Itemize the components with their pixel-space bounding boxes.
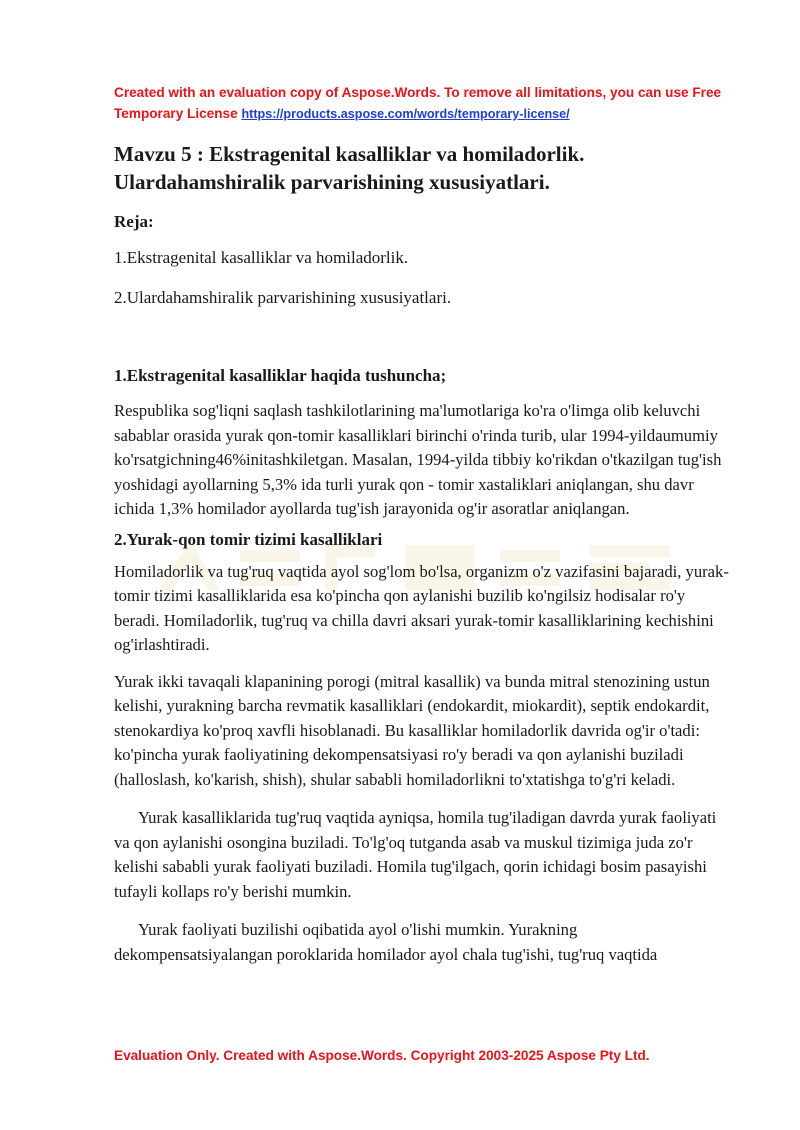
paragraph: Yurak kasalliklarida tug'ruq vaqtida ayniqsa, homila tug'iladigan davrda yurak faoliyati va qon aylanishi osongina buziladi. To'lg'oq tutganda asab va muskul tizimiga juda zo'r kelishi sababli yurak faoliyati buziladi. Homila tug'ilgach, qorin ichidagi bosim pasayishi tufayli kollaps ro'y berishi mumkin. bbox=[114, 808, 717, 901]
section-heading: 2.Yurak-qon tomir tizimi kasalliklari bbox=[114, 529, 383, 549]
document-title: Mavzu 5 : Ekstragenital kasalliklar va homiladorlik. Ulardahamshiralik parvarishining xususiyatlari. bbox=[114, 142, 585, 194]
evaluation-notice bbox=[114, 82, 734, 125]
temporary-license-link[interactable]: https://products.aspose.com/words/temporary-license/ bbox=[241, 107, 570, 121]
section-heading: 1.Ekstragenital kasalliklar haqida tushuncha; bbox=[114, 366, 447, 385]
footer-evaluation-notice: Evaluation Only. Created with Aspose.Words. Copyright 2003-2025 Aspose Pty Ltd. bbox=[114, 1048, 650, 1063]
plan-heading: Reja: bbox=[114, 212, 154, 231]
document-content bbox=[114, 140, 734, 979]
plan-item: 1.Ekstragenital kasalliklar va homiladorlik. bbox=[114, 248, 409, 267]
plan-item: 2.Ulardahamshiralik parvarishining xususiyatlari. bbox=[114, 288, 452, 307]
paragraph: Yurak faoliyati buzilishi oqibatida ayol o'lishi mumkin. Yurakning dekompensatsiyalangan poroklarida homilador ayol chala tug'ishi, tug'ruq vaqtida bbox=[114, 920, 658, 964]
paragraph: Yurak ikki tavaqali klapanining porogi (mitral kasallik) va bunda mitral stenozining ustun kelishi, yurakning barcha revmatik kasalliklari (endokardit, miokardit), septik endokardit, stenokardiya ko'proq xavfli hisoblanadi. Bu kasalliklar homiladorlik davrida og'ir o'tadi: ko'pincha yurak faoliyatining dekompensatsiyasi ro'y beradi va qon aylanishi buziladi (halloslash, ko'karish, shish), shular sababli homiladorlikni to'xtatishga to'g'ri keladi. bbox=[114, 671, 710, 789]
paragraph: Homiladorlik va tug'ruq vaqtida ayol sog'lom bo'lsa, organizm o'z vazifasini bajaradi, yurak-tomir tizimi kasalliklarida esa ko'pincha qon aylanishi buzilib ko'ngilsiz hodisalar ro'y beradi. Homiladorlik, tug'ruq va chilla davri aksari yurak-tomir kasalliklarining kechishini og'irlashtiradi. bbox=[114, 561, 729, 654]
paragraph: Respublika sog'liqni saqlash tashkilotlarining ma'lumotlariga ko'ra o'limga olib keluvchi sabablar orasida yurak qon-tomir kasalliklari birinchi o'rinda turib, ular 1994-yildaumumiy ko'rsatgichning46%initashkiletgan. Masalan, 1994-yilda tibbiy ko'rikdan o'tkazilgan tug'ish yoshidagi ayollarning 5,3% ida turli yurak qon - tomir xastaliklari aniqlangan, shu davr ichida 1,3% homilador ayollarda tug'ish jarayonida og'ir asoratlar aniqlangan. bbox=[114, 401, 722, 518]
evaluation-notice-text: Created with an evaluation copy of Aspose.Words. To remove all limitations, you can use Free Temporary License bbox=[114, 85, 722, 121]
